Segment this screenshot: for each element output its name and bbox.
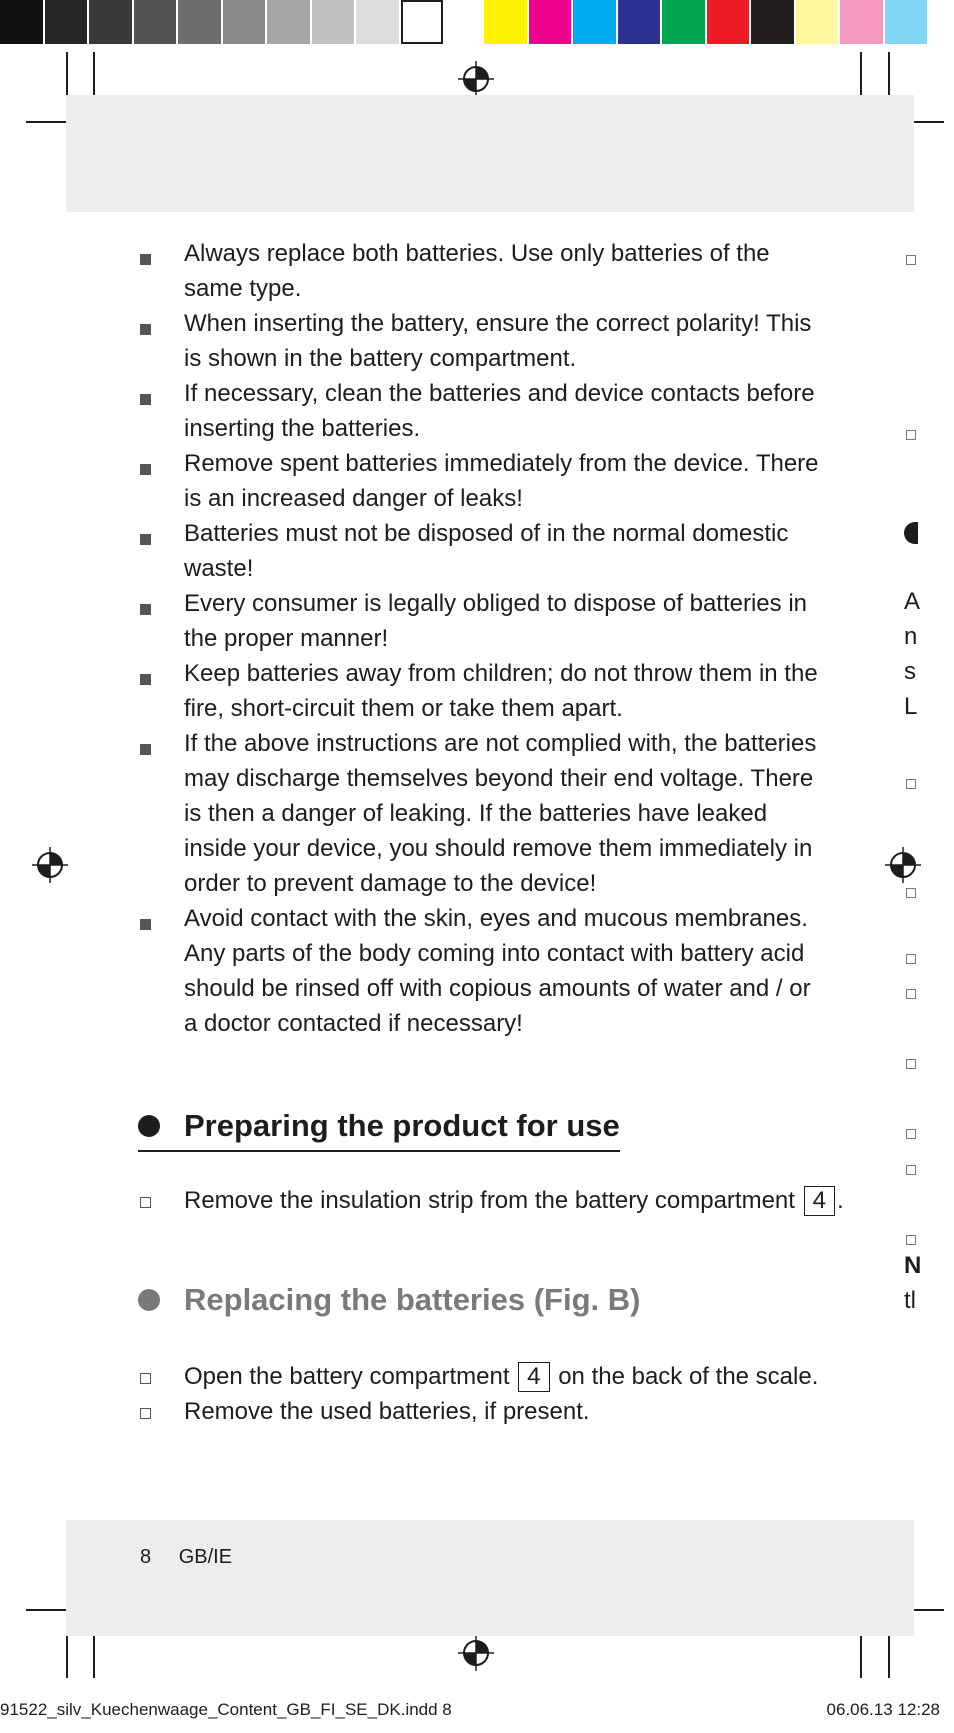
section-title: Replacing the batteries (Fig. B) [184,1282,641,1317]
checkbox-icon [140,1373,151,1384]
bullet-list [138,236,828,1041]
bullet-dot-icon [138,1289,160,1311]
color-swatch [707,0,752,44]
slug-timestamp: 06.06.13 12:28 [826,1700,940,1719]
color-swatch [796,0,841,44]
edge-text-fragment: A [904,588,921,615]
color-swatch [751,0,796,44]
registration-mark-icon [458,61,494,97]
color-swatch [312,0,357,44]
color-swatch [401,0,444,44]
section-heading-preparing [138,1108,620,1144]
step-text: on the back of the scale. [558,1363,819,1390]
registration-mark-icon [458,1635,494,1671]
edge-checkbox-icon [906,989,916,999]
edge-text-fragment: L [904,693,918,720]
bullet-item [138,726,828,901]
color-swatch [529,0,574,44]
preparing-steps [138,1183,858,1218]
process-color-bar [484,0,929,46]
color-swatch [45,0,90,44]
edge-checkbox-icon [906,430,916,440]
crop-mark [888,52,890,100]
square-bullet-icon [140,324,151,335]
section-heading-replacing [138,1282,640,1318]
color-swatch [618,0,663,44]
bullet-item [138,586,828,656]
checkbox-icon [140,1408,151,1419]
square-bullet-icon [140,394,151,405]
registration-mark-icon [885,847,921,883]
edge-text-fragment: n [904,623,918,650]
header-band [66,95,914,212]
bullet-text: Avoid contact with the skin, eyes and mucous membranes. Any parts of the body coming into contact with battery acid should be rinsed off with copious amounts of water and / or a doctor contacted if necessary! [184,905,811,1037]
slug-filename: 91522_silv_Kuechenwaage_Content_GB_FI_SE_DK.indd 8 [0,1700,452,1719]
bullet-text: Every consumer is legally obliged to dispose of batteries in the proper manner! [184,590,807,652]
square-bullet-icon [140,919,151,930]
edge-checkbox-icon [906,255,916,265]
edge-text-fragment: s [904,658,916,685]
color-swatch [0,0,45,44]
bullet-item [138,446,828,516]
bullet-text: If the above instructions are not complied with, the batteries may discharge themselves beyond their end voltage. There is then a danger of leaking. If the batteries have leaked inside your device, you should remove them immediately in order to prevent damage to the device! [184,730,817,897]
color-swatch [223,0,268,44]
color-swatch [89,0,134,44]
edge-checkbox-icon [906,1129,916,1139]
step-text: Remove the insulation strip from the battery compartment [184,1187,795,1214]
square-bullet-icon [140,604,151,615]
bullet-text: When inserting the battery, ensure the correct polarity! This is shown in the battery compartment. [184,310,812,372]
bullet-item [138,376,828,446]
edge-dot-icon [904,522,918,544]
color-swatch [573,0,618,44]
page-footer [140,1546,254,1569]
color-swatch [356,0,401,44]
bullet-text: Always replace both batteries. Use only batteries of the same type. [184,240,770,302]
edge-text-fragment: N [904,1252,922,1279]
edge-checkbox-icon [906,1165,916,1175]
bullet-item [138,656,828,726]
edge-checkbox-icon [906,779,916,789]
part-reference: 4 [804,1186,835,1216]
color-swatch [840,0,885,44]
bullet-item [138,516,828,586]
bullet-text: If necessary, clean the batteries and device contacts before inserting the batteries. [184,380,815,442]
step-punct: . [836,1187,844,1214]
crop-mark [66,52,68,100]
color-swatch [484,0,529,44]
section-title: Preparing the product for use [184,1108,620,1143]
crop-mark [860,52,862,100]
bullet-text: Batteries must not be disposed of in the normal domestic waste! [184,520,789,582]
color-swatch [134,0,179,44]
color-swatch [267,0,312,44]
crop-mark [93,52,95,100]
edge-checkbox-icon [906,1235,916,1245]
bullet-item [138,306,828,376]
part-reference: 4 [518,1362,549,1392]
step-item [138,1183,858,1218]
bullet-dot-icon [138,1115,160,1137]
square-bullet-icon [140,254,151,265]
step-item [138,1394,858,1429]
color-swatch [885,0,930,44]
bullet-item [138,901,828,1041]
bullet-text: Remove spent batteries immediately from the device. There is an increased danger of leaks! [184,450,819,512]
square-bullet-icon [140,744,151,755]
step-text: Open the battery compartment [184,1363,510,1390]
square-bullet-icon [140,674,151,685]
page-number: 8 [140,1546,152,1568]
step-text: Remove the used batteries, if present. [184,1398,590,1425]
grayscale-color-bar [0,0,443,46]
square-bullet-icon [140,464,151,475]
edge-checkbox-icon [906,954,916,964]
heading-underline [138,1150,620,1152]
checkbox-icon [140,1197,151,1208]
edge-text-fragment: tl [904,1287,916,1314]
edge-checkbox-icon [906,1059,916,1069]
footer-band [66,1520,914,1636]
square-bullet-icon [140,534,151,545]
edge-checkbox-icon [906,888,916,898]
bullet-text: Keep batteries away from children; do not throw them in the fire, short-circuit them or take them apart. [184,660,818,722]
step-item [138,1359,858,1394]
replacing-steps [138,1359,858,1429]
registration-mark-icon [32,847,68,883]
bullet-item [138,236,828,306]
color-swatch [178,0,223,44]
color-swatch [662,0,707,44]
locale-label: GB/IE [178,1546,233,1568]
battery-safety-notes [138,236,828,1041]
